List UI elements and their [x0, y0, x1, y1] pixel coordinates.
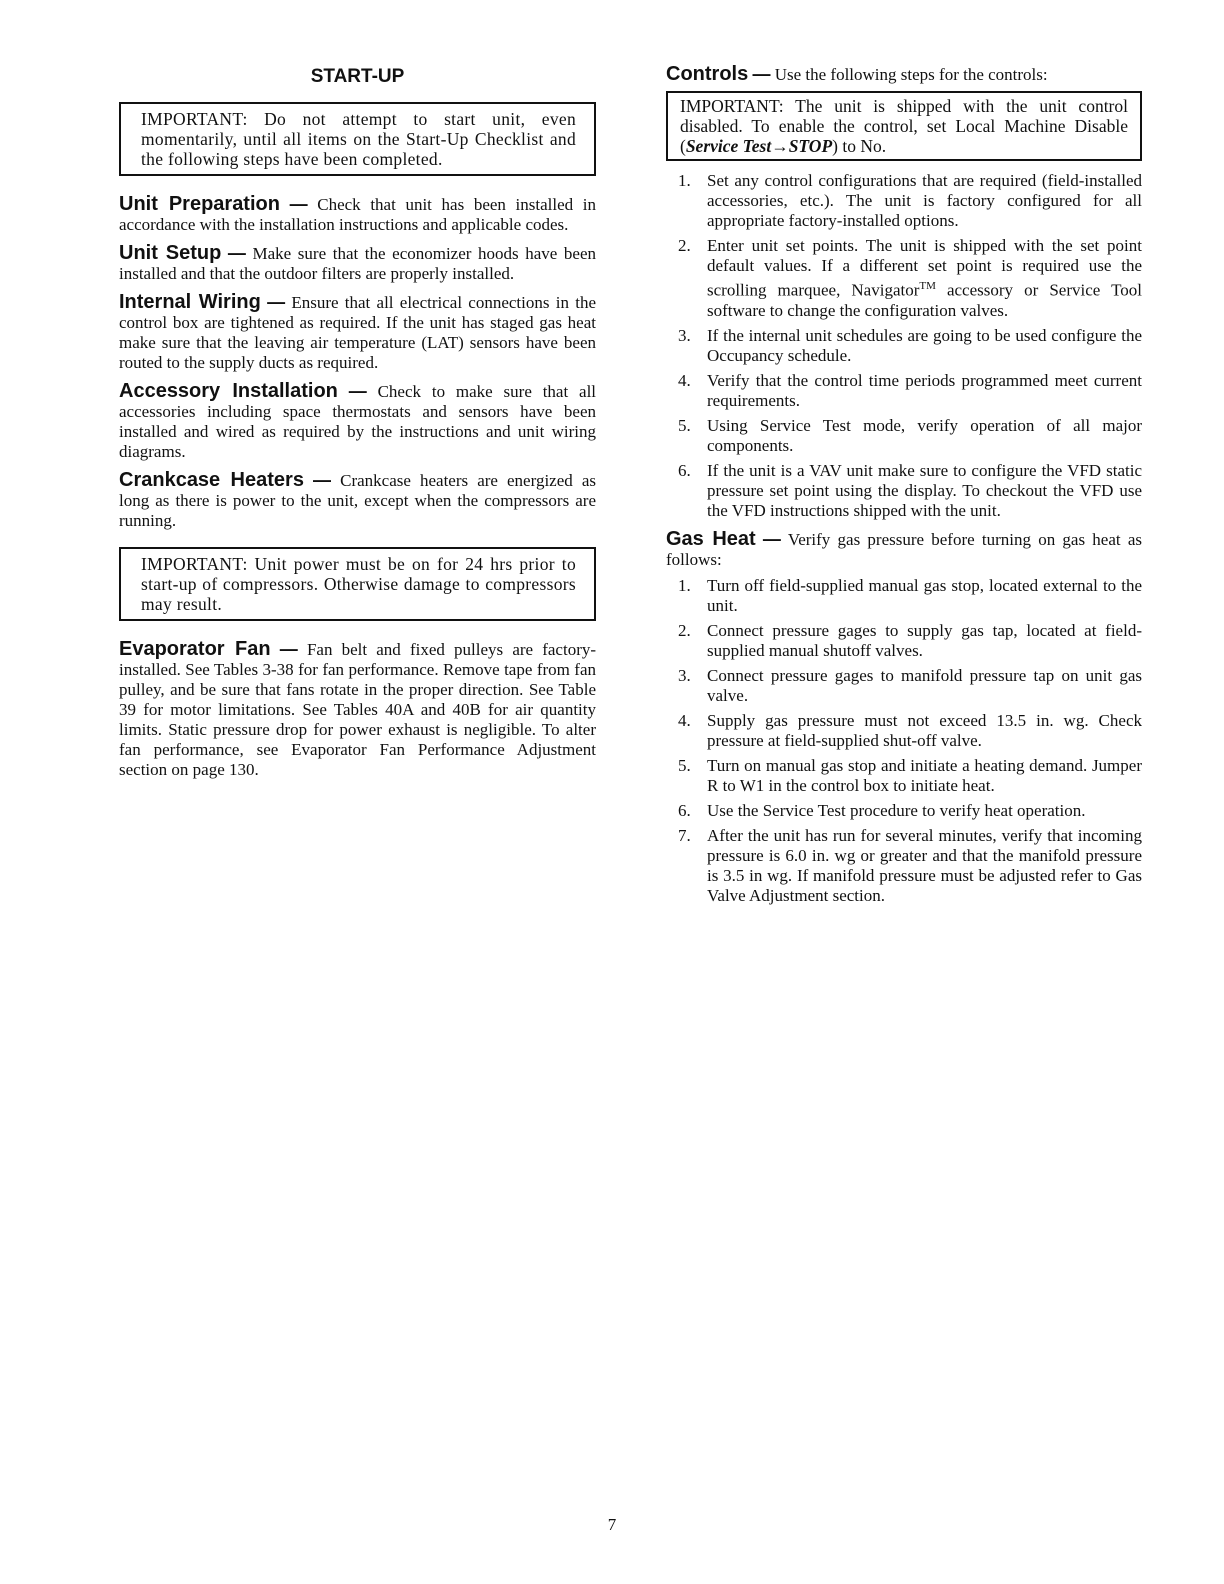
- unit-preparation-heading: Unit Preparation: [119, 193, 280, 215]
- step-text: Verify that the control time periods programmed meet current requirements.: [707, 370, 1142, 410]
- step-number: 4.: [678, 710, 691, 730]
- step-number: 2.: [678, 620, 691, 640]
- gas-heat-paragraph: [666, 529, 1142, 570]
- gas-heat-steps-list: [666, 576, 1142, 906]
- internal-wiring-heading: Internal Wiring: [119, 291, 261, 313]
- step-text: Turn on manual gas stop and initiate a heating demand. Jumper R to W1 in the control box to initiate heat.: [707, 755, 1142, 795]
- unit-setup-heading: Unit Setup: [119, 242, 222, 264]
- em-dash: —: [313, 470, 332, 490]
- step-text: Using Service Test mode, verify operation of all major components.: [707, 415, 1142, 455]
- step-text: Set any control configurations that are required (field-installed accessories, etc.). The unit is factory configured for all appropriate factory-installed options.: [707, 171, 1142, 230]
- step-text: Connect pressure gages to supply gas tap, located at field-supplied manual shutoff valves.: [707, 620, 1142, 660]
- list-item: [666, 236, 1142, 321]
- step-number: 5.: [678, 755, 691, 775]
- evaporator-fan-heading: Evaporator Fan: [119, 638, 271, 660]
- important-notice-start: IMPORTANT: Do not attempt to start unit, even momentarily, until all items on the Start-Up Checklist and the following steps have been completed.: [119, 102, 596, 176]
- step-number: 6.: [678, 460, 691, 480]
- step-number: 7.: [678, 825, 691, 845]
- list-item: [666, 461, 1142, 521]
- important-controls-text-a: IMPORTANT: The unit is shipped with the unit control disabled. To enable the control, set Local Machine Disable (: [680, 96, 1128, 156]
- step-number: 1.: [678, 575, 691, 595]
- controls-intro: Use the following steps for the controls:: [774, 65, 1048, 84]
- em-dash: —: [752, 64, 771, 84]
- crankcase-heaters-paragraph: [119, 470, 596, 531]
- section-title-start-up: START-UP: [310, 66, 405, 87]
- step-text: If the unit is a VAV unit make sure to configure the VFD static pressure set point using the display. To checkout the VFD use the VFD instructions shipped with the unit.: [707, 460, 1142, 520]
- em-dash: —: [289, 194, 308, 214]
- controls-heading: Controls: [666, 63, 749, 85]
- unit-setup-text: Make sure that the economizer hoods have been installed and that the outdoor filters are properly installed.: [119, 244, 596, 283]
- step-text: Use the Service Test procedure to verify heat operation.: [707, 800, 1086, 820]
- accessory-installation-heading: Accessory Installation: [119, 380, 338, 402]
- em-dash: —: [267, 292, 286, 312]
- step-text: If the internal unit schedules are going to be used configure the Occupancy schedule.: [707, 325, 1142, 365]
- list-item: [666, 576, 1142, 616]
- em-dash: —: [348, 381, 367, 401]
- list-item: [666, 621, 1142, 661]
- controls-steps-list: [666, 171, 1142, 521]
- gas-heat-heading: Gas Heat: [666, 527, 756, 550]
- crankcase-heaters-heading: Crankcase Heaters: [119, 469, 304, 491]
- unit-preparation-paragraph: [119, 194, 596, 235]
- em-dash: —: [762, 528, 781, 549]
- step-number: 4.: [678, 370, 691, 390]
- list-item: [666, 326, 1142, 366]
- important-notice-controls: [666, 91, 1142, 161]
- list-item: [666, 371, 1142, 411]
- gas-heat-intro: Verify gas pressure before turning on gas heat as follows:: [666, 529, 1143, 569]
- step-text: accessory or Service Tool software to change the configuration valves.: [707, 280, 1142, 320]
- list-item: [666, 666, 1142, 706]
- em-dash: —: [279, 639, 298, 659]
- em-dash: —: [227, 243, 246, 263]
- unit-preparation-text: Check that unit has been installed in accordance with the installation instructions and applicable codes.: [119, 195, 597, 234]
- important-controls-text-b: ) to No.: [832, 136, 887, 156]
- step-text: After the unit has run for several minutes, verify that incoming pressure is 6.0 in. wg or greater and that the manifold pressure is 3.5 in wg. If manifold pressure must be adjusted refer to Gas Valve Adjustment section.: [707, 825, 1142, 905]
- list-item: [666, 416, 1142, 456]
- step-text: Connect pressure gages to manifold pressure tap on unit gas valve.: [707, 665, 1142, 705]
- list-item: [666, 756, 1142, 796]
- list-item: [666, 826, 1142, 906]
- controls-paragraph: [666, 64, 1142, 85]
- internal-wiring-paragraph: [119, 292, 596, 373]
- step-text: Supply gas pressure must not exceed 13.5 in. wg. Check pressure at field-supplied shut-off valve.: [707, 710, 1142, 750]
- accessory-installation-text: Check to make sure that all accessories including space thermostats and sensors have been installed and wired as required by the instructions and unit wiring diagrams.: [119, 382, 597, 461]
- left-column: [119, 64, 596, 788]
- step-number: 2.: [678, 236, 691, 255]
- evaporator-fan-text: Fan belt and fixed pulleys are factory-installed. See Tables 3-38 for fan performance. Remove tape from fan pulley, and be sure that fans rotate in the proper direction. See Table 39 for motor limitations. See Tables 40A and 40B for air quantity limits. Static pressure drop for power exhaust is negligible. To alter fan performance, see Evaporator Fan Performance Adjustment section on page 130.: [119, 640, 597, 779]
- step-text: Turn off field-supplied manual gas stop, located external to the unit.: [707, 575, 1142, 615]
- step-number: 6.: [678, 800, 691, 820]
- step-number: 1.: [678, 171, 691, 190]
- step-number: 5.: [678, 415, 691, 435]
- unit-setup-paragraph: [119, 243, 596, 284]
- internal-wiring-text: Ensure that all electrical connections in the control box are tightened as required. If the unit has staged gas heat make sure that the leaving air temperature (LAT) sensors have been routed to the supply ducts as required.: [119, 293, 596, 372]
- accessory-installation-paragraph: [119, 381, 596, 462]
- important-notice-compressors: IMPORTANT: Unit power must be on for 24 hrs prior to start-up of compressors. Otherwise damage to compressors may result.: [119, 547, 596, 621]
- evaporator-fan-paragraph: [119, 639, 596, 780]
- step-number: 3.: [678, 325, 691, 345]
- list-item: [666, 801, 1142, 821]
- step-number: 3.: [678, 665, 691, 685]
- right-column: [666, 64, 1142, 914]
- crankcase-heaters-text: Crankcase heaters are energized as long as there is power to the unit, except when the compressors are running.: [119, 471, 597, 530]
- step-text: Enter unit set points. The unit is shipped with the set point default values. If a different set point is required use the scrolling marquee, Navigator: [707, 236, 1142, 300]
- page-number: 7: [607, 1515, 617, 1534]
- trademark-mark: TM: [919, 280, 936, 292]
- service-test-stop-path: Service Test→STOP: [685, 136, 833, 156]
- list-item: [666, 171, 1142, 231]
- list-item: [666, 711, 1142, 751]
